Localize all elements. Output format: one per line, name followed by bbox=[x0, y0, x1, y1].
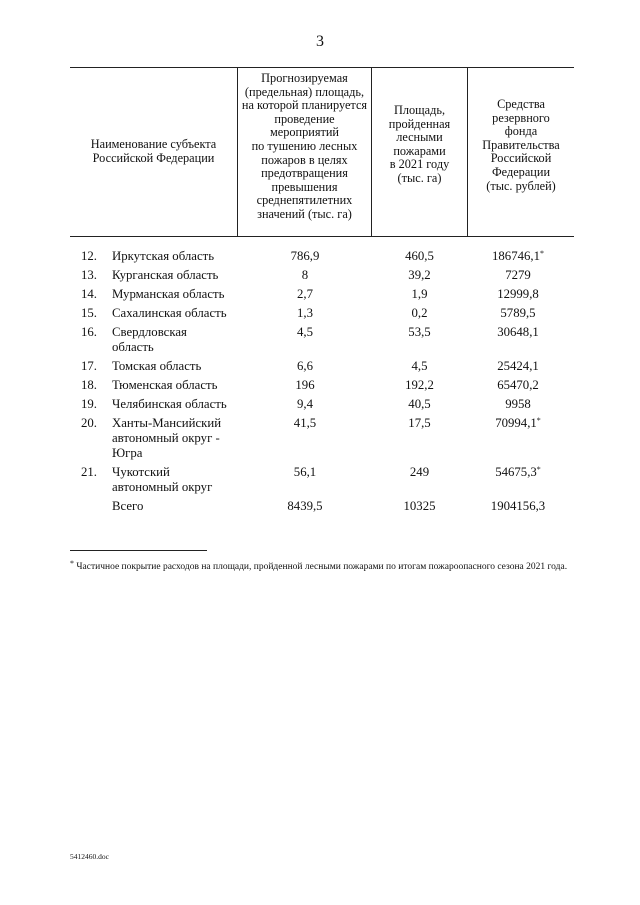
table-top-border bbox=[70, 67, 574, 68]
total-label: Всего bbox=[112, 499, 144, 513]
planned-area-value: 196 bbox=[295, 378, 315, 392]
row-number: 13. bbox=[81, 268, 97, 282]
subject-name: Иркутская область bbox=[112, 249, 215, 263]
funds-value bbox=[467, 268, 569, 283]
row-number: 21. bbox=[81, 465, 97, 479]
funds-amount: 70994,1 bbox=[495, 416, 537, 430]
row-number: 17. bbox=[81, 359, 97, 373]
row-number: 16. bbox=[81, 325, 97, 339]
footnote-separator bbox=[70, 550, 207, 551]
subject-name: Челябинская область bbox=[112, 397, 227, 411]
funds-amount: 12999,8 bbox=[497, 287, 539, 301]
header-subject-name: Наименование субъекта Российской Федерации bbox=[90, 137, 217, 165]
planned-area-value: 9,4 bbox=[297, 397, 313, 411]
subject-name: Свердловская область bbox=[112, 325, 187, 354]
planned-area-value: 8 bbox=[301, 268, 309, 282]
burned-area-value: 0,2 bbox=[411, 306, 428, 320]
subject-name: Курганская область bbox=[112, 268, 219, 282]
funds-value bbox=[467, 465, 569, 480]
funds-amount: 25424,1 bbox=[497, 359, 539, 373]
planned-area-value: 41,5 bbox=[293, 416, 317, 430]
planned-area-value: 1,3 bbox=[297, 306, 313, 320]
document-id: 5412460.doc bbox=[70, 852, 109, 861]
total-burned-area: 10325 bbox=[403, 499, 436, 513]
subject-name: Ханты-Мансийский автономный округ - Югра bbox=[112, 416, 222, 460]
row-number: 19. bbox=[81, 397, 97, 411]
funds-amount: 7279 bbox=[505, 268, 531, 282]
planned-area-value: 6,6 bbox=[297, 359, 313, 373]
funds-value bbox=[467, 325, 569, 340]
funds-amount: 54675,3 bbox=[495, 465, 537, 479]
burned-area-value: 460,5 bbox=[405, 249, 434, 263]
subject-name: Тюменская область bbox=[112, 378, 218, 392]
footnote-ref-mark: * bbox=[540, 249, 544, 258]
burned-area-value: 249 bbox=[409, 465, 430, 479]
burned-area-value: 40,5 bbox=[408, 397, 431, 411]
footnote-ref-mark: * bbox=[536, 416, 541, 425]
header-reserve-funds: Средства резервного фонда Правительства Российской Федерации (тыс. рублей) bbox=[482, 97, 560, 193]
header-bottom-border bbox=[70, 236, 574, 237]
funds-value bbox=[467, 306, 569, 321]
burned-area-value: 192,2 bbox=[405, 378, 434, 392]
funds-value bbox=[467, 378, 569, 393]
funds-value bbox=[467, 249, 569, 264]
header-burned-area: Площадь, пройденная лесными пожарами в 2021 году (тыс. га) bbox=[388, 103, 451, 185]
footnote-mark: * bbox=[70, 559, 74, 568]
funds-amount: 65470,2 bbox=[497, 378, 539, 392]
planned-area-value: 2,7 bbox=[297, 287, 313, 301]
total-planned-area: 8439,5 bbox=[287, 499, 323, 513]
row-number: 14. bbox=[81, 287, 97, 301]
page-number: 3 bbox=[316, 33, 324, 50]
planned-area-value: 4,5 bbox=[297, 325, 313, 339]
burned-area-value: 1,9 bbox=[411, 287, 428, 301]
funds-amount: 5789,5 bbox=[500, 306, 536, 320]
row-number: 18. bbox=[81, 378, 97, 392]
row-number: 12. bbox=[81, 249, 97, 263]
subject-name: Томская область bbox=[112, 359, 202, 373]
subject-name: Мурманская область bbox=[112, 287, 225, 301]
header-planned-area: Прогнозируемая (предельная) площадь, на которой планируется проведение мероприятий по тушению лесных пожаров в целях предотвращения превышения среднепятилетних значений (тыс. га) bbox=[241, 71, 368, 221]
funds-value bbox=[467, 416, 569, 431]
funds-value bbox=[467, 287, 569, 302]
funds-value bbox=[467, 397, 569, 412]
row-number: 20. bbox=[81, 416, 97, 430]
funds-value bbox=[467, 359, 569, 374]
funds-amount: 9958 bbox=[505, 397, 531, 411]
planned-area-value: 56,1 bbox=[293, 465, 317, 479]
footnote bbox=[70, 559, 575, 575]
burned-area-value: 39,2 bbox=[408, 268, 431, 282]
row-number: 15. bbox=[81, 306, 97, 320]
footnote-text: Частичное покрытие расходов на площади, пройденной лесными пожарами по итогам пожароопасного сезона 2021 года. bbox=[76, 562, 568, 572]
subject-name: Чукотский автономный округ bbox=[112, 465, 213, 494]
planned-area-value: 786,9 bbox=[290, 249, 320, 263]
burned-area-value: 53,5 bbox=[408, 325, 431, 339]
footnote-ref-mark: * bbox=[536, 465, 541, 474]
burned-area-value: 17,5 bbox=[408, 416, 431, 430]
subject-name: Сахалинская область bbox=[112, 306, 227, 320]
funds-amount: 30648,1 bbox=[497, 325, 539, 339]
funds-amount: 186746,1 bbox=[492, 249, 540, 263]
total-funds: 1904156,3 bbox=[490, 499, 546, 513]
burned-area-value: 4,5 bbox=[411, 359, 428, 373]
